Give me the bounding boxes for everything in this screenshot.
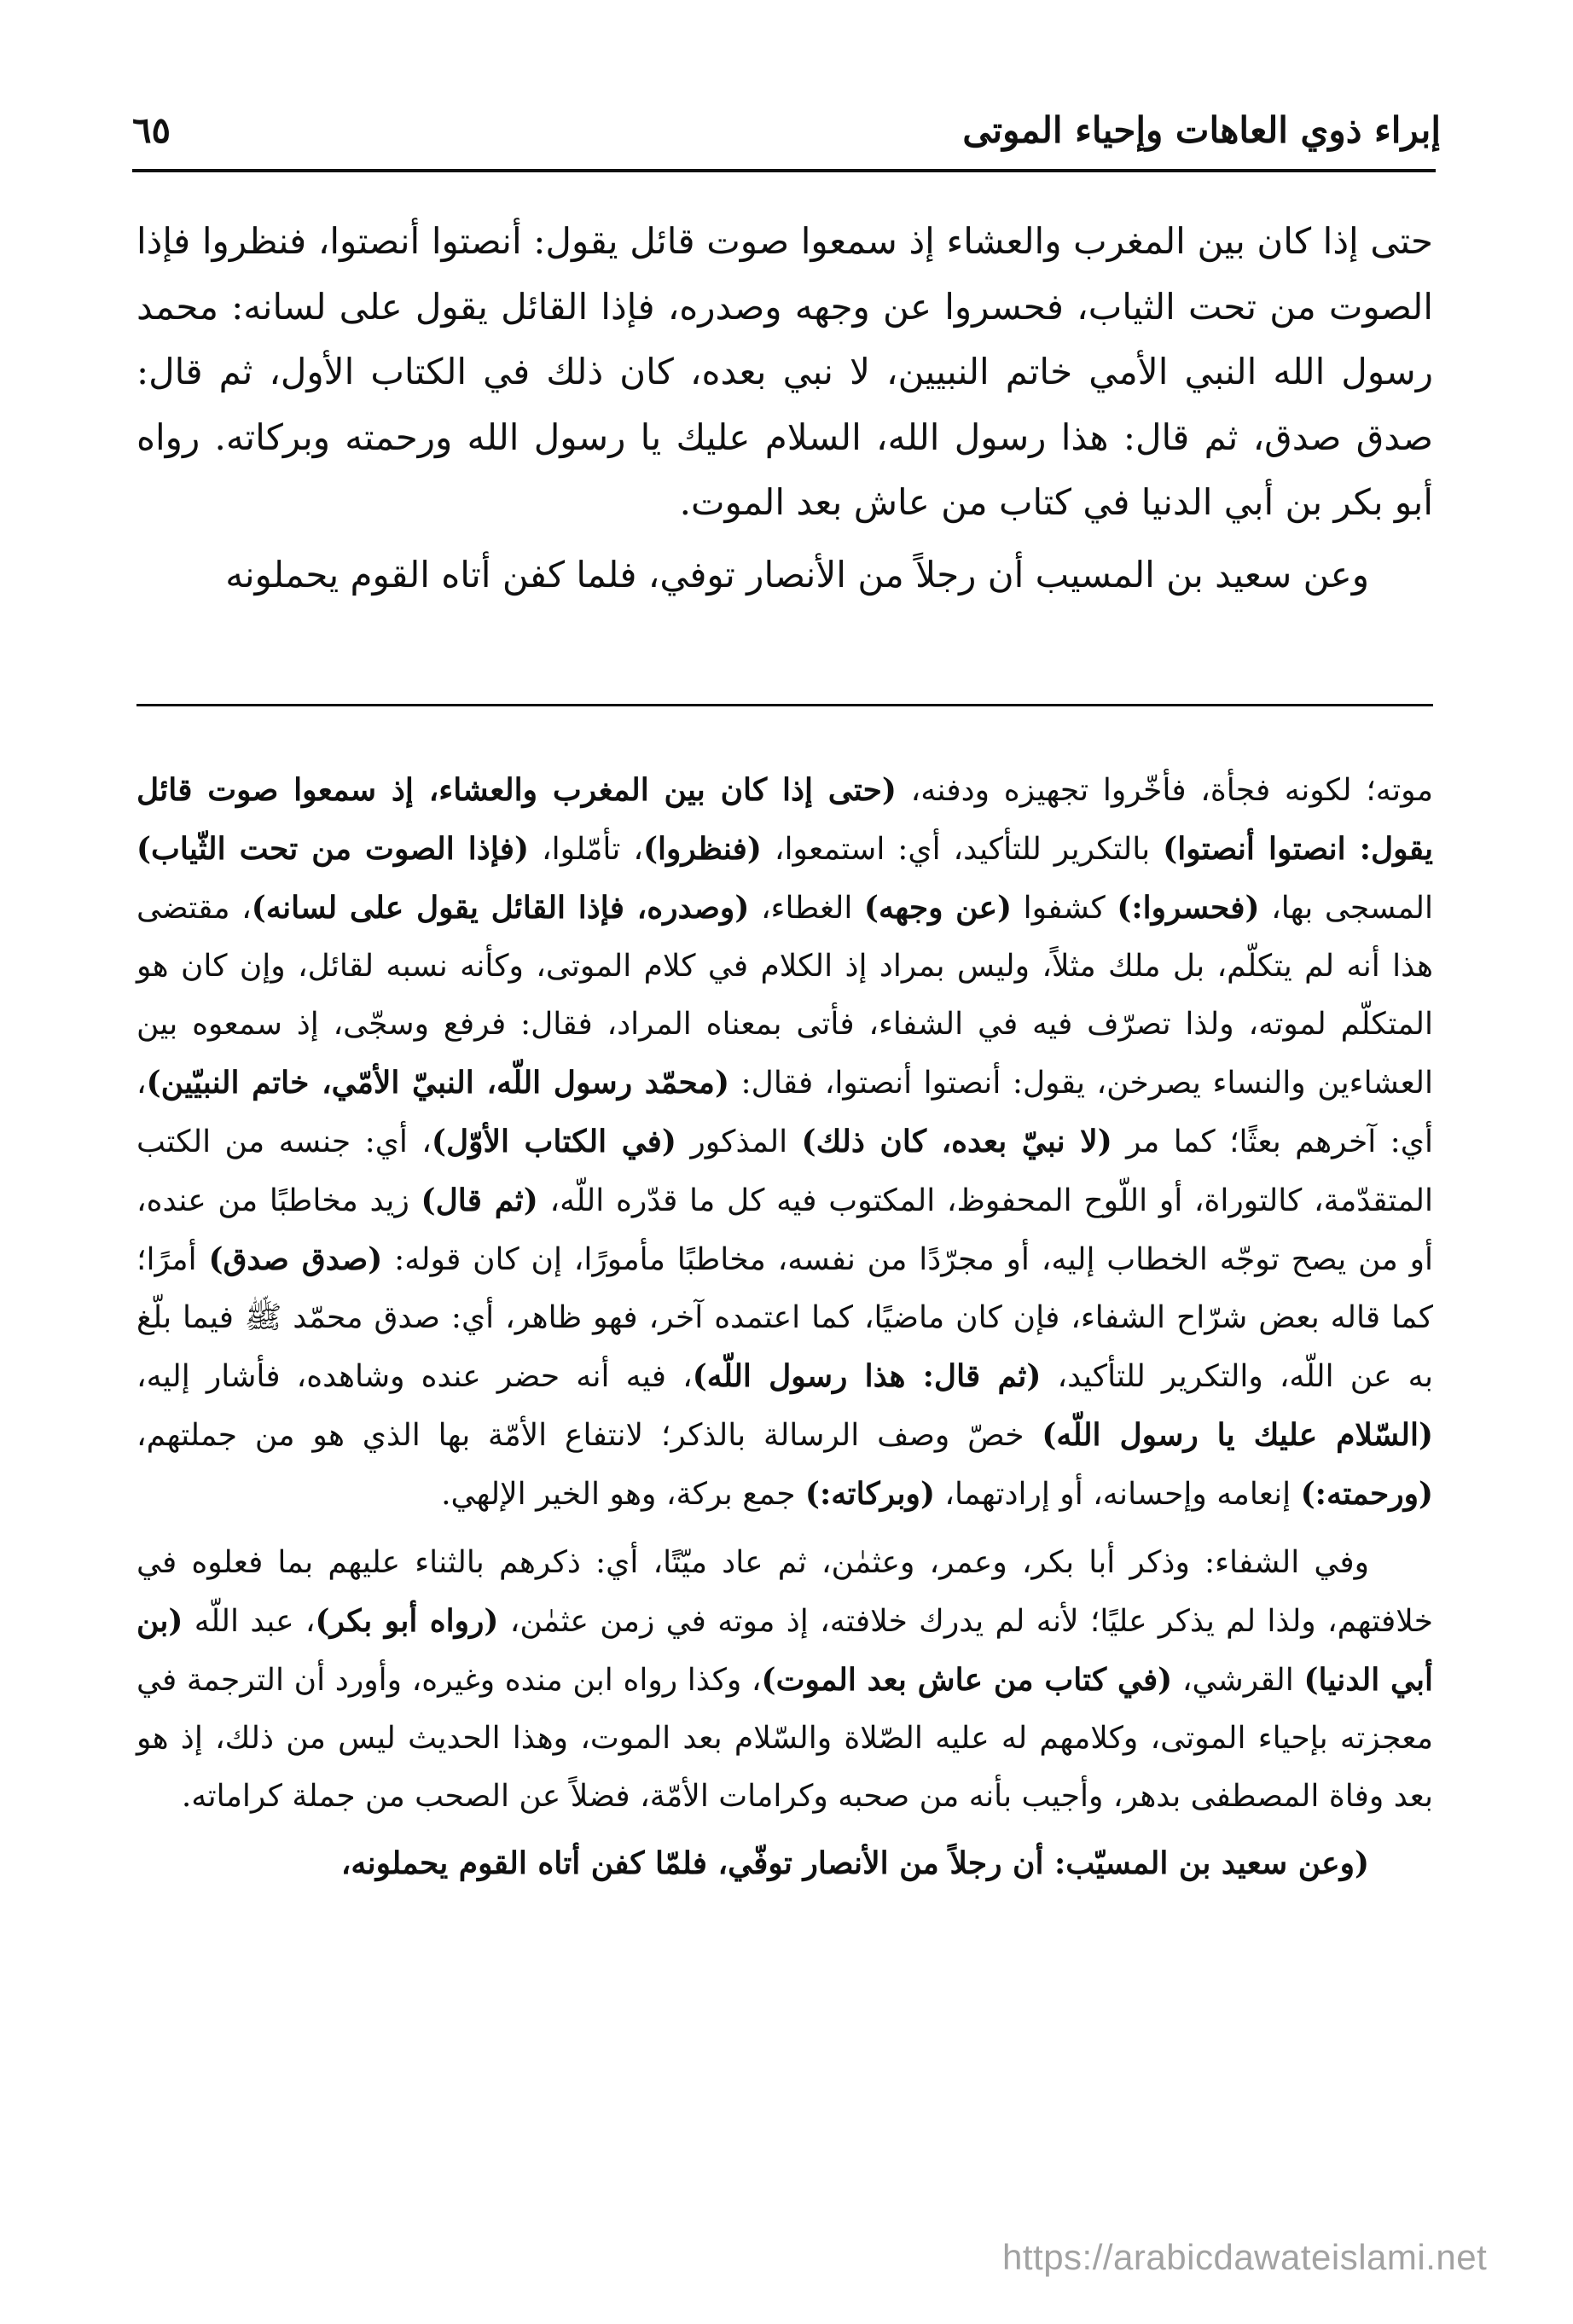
commentary-text: ، عبد اللّه <box>183 1604 316 1639</box>
quoted-text: (حتى إذا كان بين المغرب والعشاء، إذ سمعوا صوت قائل يقول: انصتوا أنصتوا) <box>136 772 1433 867</box>
quoted-text: (في الكتاب الأوّل) <box>431 1124 676 1159</box>
quoted-text: (السّلام عليك يا رسول اللّه) <box>1042 1417 1433 1453</box>
quoted-text: (صدق صدق) <box>208 1241 383 1277</box>
commentary-text: القرشي، <box>1172 1663 1304 1698</box>
commentary-text: موته؛ لكونه فجأة، فأخّروا تجهيزه ودفنه، <box>896 773 1434 808</box>
main-text-block <box>136 209 1433 607</box>
main-paragraph: وعن سعيد بن المسيب أن رجلاً من الأنصار توفي، فلما كفن أتاه القوم يحملونه <box>225 553 1369 596</box>
commentary-paragraph <box>136 761 1433 1524</box>
quoted-text: (محمّد رسول اللّه، النبيّ الأمّي، خاتم النبيّين) <box>146 1065 729 1101</box>
commentary-text: خصّ وصف الرسالة بالذكر؛ لانتفاع الأمّة بها الذي هو من جملتهم، <box>136 1418 1042 1453</box>
commentary-text: الغطاء، <box>749 891 864 926</box>
commentary-text: زيد مخاطبًا من عنده، أو من يصح توجّه الخطاب إليه، أو مجرّدًا من نفسه، مخاطبًا مأمورًا، إن كان قوله: <box>136 1183 1433 1277</box>
quoted-text: (فحسروا:) <box>1117 890 1260 926</box>
quoted-text: (وعن سعيد بن المسيّب: أن رجلاً من الأنصار توفّي، فلمّا كفن أتاه القوم يحملونه، <box>340 1845 1369 1881</box>
quoted-text: (ورحمته:) <box>1300 1476 1433 1512</box>
quoted-text: (رواه أبو بكر) <box>315 1603 499 1639</box>
commentary-text: ، أي: آخرهم بعثًا؛ كما مر <box>136 1066 1433 1159</box>
commentary-text: بالتكرير للتأكيد، أي: استمعوا، <box>761 832 1164 867</box>
page-number: ٦٥ <box>132 109 171 151</box>
commentary-block <box>136 761 1433 1893</box>
quoted-text: (وبركاته:) <box>804 1476 935 1512</box>
commentary-text: كشفوا <box>1012 891 1117 926</box>
commentary-text: ، أي: جنسه من الكتب المتقدّمة، كالتوراة، أو اللّوح المحفوظ، المكتوب فيه كل ما قدّره اللّه، <box>136 1124 1433 1218</box>
commentary-paragraph <box>136 1534 1433 1826</box>
quoted-text: (فإذا الصوت من تحت الثّياب) <box>136 831 530 867</box>
quoted-text: (في كتاب من عاش بعد الموت) <box>761 1662 1173 1698</box>
quoted-text: (بن أبي الدنيا) <box>136 1603 1433 1698</box>
quoted-text: (وصدره، فإذا القائل يقول على لسانه) <box>251 890 750 926</box>
quoted-text: (ثم قال) <box>421 1182 538 1218</box>
header-rule <box>132 169 1436 172</box>
commentary-paragraph <box>136 1834 1433 1893</box>
commentary-text: ، مقتضى هذا أنه لم يتكلّم، بل ملك مثلاً، وليس بمراد إذ الكلام في كلام الموتى، وكأنه نسبه لقائل، وإن كان هو المتكلّم لموته، ولذا تصرّف فيه في الشفاء، فأتى بمعناه المراد، فقال: فرفع وسجّى، إذ سمعوه بين العشاءين والنساء يصرخن، يقول: أنصتوا أنصتوا، فقال: <box>136 891 1433 1101</box>
commentary-text: وفي الشفاء: وذكر أبا بكر، وعمر، وعثمٰن، ثم عاد ميّتًا، أي: ذكرهم بالثناء عليهم بما فعلوه في خلافتهم، ولذا لم يذكر عليًا؛ لأنه لم يدرك خلافته، إذ موته في زمن عثمٰن، <box>136 1545 1433 1639</box>
quoted-text: (فنظروا) <box>643 831 762 867</box>
commentary-text: ، وكذا رواه ابن منده وغيره، وأورد أن الترجمة في معجزته بإحياء الموتى، وكلامهم له عليه الصّلاة والسّلام بعد الموت، وهذا الحديث ليس من ذلك، إذ هو بعد وفاة المصطفى بدهر، وأجيب بأنه من صحبه وكرامات الأمّة، فضلاً عن الصحب من جملة كراماته. <box>136 1663 1433 1814</box>
commentary-text: إنعامه وإحسانه، أو إرادتهما، <box>934 1477 1301 1512</box>
commentary-divider <box>136 704 1433 706</box>
quoted-text: (عن وجهه) <box>863 890 1013 926</box>
commentary-text: المذكور <box>676 1124 802 1159</box>
watermark-url: https://arabicdawateislami.net <box>1002 2237 1488 2277</box>
quoted-text: (ثم قال: هذا رسول اللّه) <box>692 1358 1042 1394</box>
quoted-text: (لا نبيّ بعده، كان ذلك) <box>801 1124 1112 1159</box>
commentary-text: ، فيه أنه حضر عنده وشاهده، فأشار إليه، <box>136 1359 693 1394</box>
running-title: إبراء ذوي العاهات وإحياء الموتى <box>962 109 1441 151</box>
commentary-text: ، تأمّلوا، <box>529 832 643 867</box>
commentary-text: أمرًا؛ كما قاله بعض شرّاح الشفاء، فإن كان ماضيًا، كما اعتمده آخر، فهو ظاهر، أي: صدق محمّد ﷺ فيما بلّغ به عن اللّه، والتكرير للتأكيد، <box>136 1242 1434 1394</box>
commentary-text: المسجى بها، <box>1259 891 1434 926</box>
page-header <box>132 101 1441 160</box>
main-paragraph: حتى إذا كان بين المغرب والعشاء إذ سمعوا صوت قائل يقول: أنصتوا أنصتوا، فنظروا فإذا الصوت من تحت الثياب، فحسروا عن وجهه وصدره، فإذا القائل يقول على لسانه: محمد رسول الله النبي الأمي خاتم النبيين، لا نبي بعده، كان ذلك في الكتاب الأول، ثم قال: صدق صدق، ثم قال: هذا رسول الله، السلام عليك يا رسول الله ورحمته وبركاته. رواه أبو بكر بن أبي الدنيا في كتاب من عاش بعد الموت. <box>136 220 1433 523</box>
commentary-text: جمع بركة، وهو الخير الإلهي. <box>441 1477 805 1512</box>
